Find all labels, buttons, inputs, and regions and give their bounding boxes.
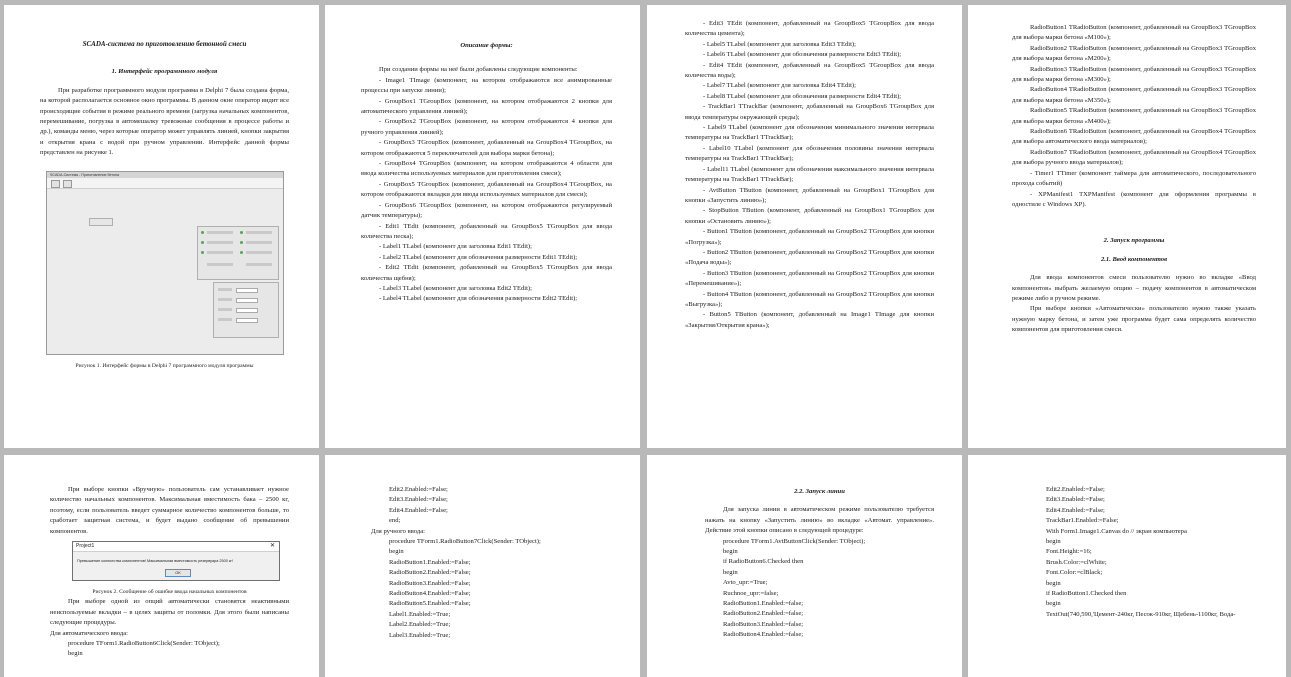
paragraph: Для ввода компонентов смеси пользователю нужно во вкладке «Ввод компонентов» выбрать желаемую опцию – подачу компонентов в автоматическом режиме либо в ручном режиме. [1012,274,1256,302]
figure-row [218,318,232,321]
code-line: Brush.Color:=clWhite; [1046,558,1107,566]
code-line: Edit3.Enabled:=False; [1046,496,1105,504]
paragraph: При выборе одной из опций автоматически становятся неактивными неиспользуемые вкладки – в целях защиты от поломки. Для этого были написаны следующие процедуры. [50,598,289,627]
code-line: RadioButton1.Enabled:=false; [723,600,804,608]
section-heading-interface: 1. Интерфейс программного модуля [111,68,218,76]
paragraph: При выборе кнопки «Вручную» пользователь сам устанавливает нужное количество начальных компонентов. Максимальная вместимость бака – 2500 кг, поэтому, если пользователь введет суммарное количество компонентов больше, то сработает защитная система, и будет выдано сообщение об превышении компонентов. [50,486,289,535]
list-item: - Label6 TLabel (компонент для обозначения размерности Edit3 TEdit); [703,51,902,59]
list-item: - Image1 TImage (компонент, на котором отображаются все анимированные процессы при запуске линии); [361,76,612,95]
code-line: Edit2.Enabled:=False; [389,486,448,493]
figure-row [207,241,233,244]
list-item: - GroupBox1 TGroupBox (компонент, на котором отображаются 2 кнопки для автоматического управления линией); [361,97,612,116]
list-item: - Label4 TLabel (компонент для обозначения размерности Edit2 TEdit); [379,295,578,303]
code-line: With Form1.Image1.Canvas do // экран компьютера [1046,527,1187,535]
list-item: - GroupBox6 TGroupBox (компонент, на котором отображаются регулируемый датчик температуры); [361,201,612,220]
list-item: - Edit2 TEdit (компонент, добавленный на GroupBox5 TGroupBox для ввода количества щебня); [361,264,612,282]
figure-edit [236,318,258,323]
section-heading-launch: 2. Запуск программы [1103,237,1165,245]
figure-toolbar-icon [51,180,60,188]
dialog-ok-button: OK [165,569,191,577]
figure-window-title: SCADA-Система - Приготовление бетона [47,172,283,178]
figure-row [246,251,272,254]
list-item: RadioButton7 TRadioButton (компонент, добавленный на GroupBox4 TGroupBox для выбора ручного ввода материалов); [1012,148,1256,167]
code-line: TrackBar1.Enabled:=False; [1046,517,1119,525]
list-item: RadioButton5 TRadioButton (компонент, добавленный на GroupBox3 TGroupBox для выбора марки бетона «М400»); [1012,107,1256,125]
code-line: RadioButton5.Enabled:=False; [389,600,471,608]
code-line: Label2.Enabled:=True; [389,621,451,629]
list-item: - Button4 TButton (компонент, добавленный на GroupBox2 TGroupBox для кнопки «Выгрузка»); [685,290,934,308]
list-item: - XPManifest1 TXPManifest (компонент для оформления программы в одностиле с Windows XP). [1012,190,1256,208]
list-item: RadioButton1 TRadioButton (компонент, добавленный на GroupBox3 TGroupBox для выбора марки бетона «М100»); [1012,24,1256,42]
code-line: Для ручного ввода: [371,527,426,535]
code-line: RadioButton2.Enabled:=false; [723,610,804,618]
figure-groupbox [213,282,279,338]
code-line: begin [1046,579,1061,587]
figure-row [218,288,232,291]
document-page-1 [4,5,319,448]
list-item: - TrackBar1 TTrackBar (компонент, добавленный на GroupBox6 TGroupBox для ввода температуры окружающей среды); [685,103,934,121]
figure-caption: Рисунок 1. Интерфейс формы в Delphi 7 программного модуля программы [75,362,254,369]
code-line: Edit4.Enabled:=False; [389,506,448,514]
form-screenshot-figure [46,171,284,355]
document-page-6 [325,455,640,677]
code-line: if RadioButton6.Checked then [723,558,804,566]
paragraph: При разработке программного модуля программа в Delphi 7 была создана форма, на которой располагается основное окно программы. В данном окне оператор видит все происходящие события в режиме реального времени (загрузка начальных компонентов, перемешивание, погрузка в автомешалку тревожные сообщения в процессе работы и др.), команды меню, через которые оператор может управлять линией, кнопки закрытия и открытия крана с водой при ручном управлении. Интерфейс данной формы представлен на рисунке 1. [40,86,289,157]
code-line: Edit2.Enabled:=False; [1046,486,1105,493]
figure-indicator [201,231,204,234]
list-item: - AvtButton TButton (компонент, добавленный на GroupBox1 TGroupBox для кнопки «Запустить линию»); [685,186,934,204]
code-line: Font.Height:=16; [1046,548,1092,556]
figure-indicator [201,251,204,254]
figure-groupbox [197,226,279,280]
list-item: - Label1 TLabel (компонент для заголовка Edit1 TEdit); [379,243,532,251]
code-line: procedure TForm1.AvtButtonClick(Sender: TObject); [723,537,866,545]
list-item: - Label5 TLabel (компонент для заголовка Edit3 TEdit); [703,40,856,48]
document-page-3 [647,5,962,448]
paragraph: При создании формы на неё были добавлены следующие компоненты: [379,66,578,74]
document-title: SCADA-система по приготовлению бетонной смеси [82,40,247,48]
code-line: RadioButton3.Enabled:=false; [723,620,804,628]
list-item: - Button5 TButton (компонент, добавленный на Image1 TImage для кнопки «Закрытия/Открытия крана»); [685,311,934,329]
code-line: RadioButton3.Enabled:=False; [389,579,471,587]
code-line: begin [723,548,738,556]
list-item: - Button3 TButton (компонент, добавленный на GroupBox2 TGroupBox для кнопки «Перемешивание»); [685,269,934,288]
document-page-5 [4,455,319,677]
list-item: - Label2 TLabel (компонент для обозначения размерности Edit1 TEdit); [379,253,578,261]
figure-row [246,231,272,234]
code-line: begin [1046,538,1061,546]
code-line: RadioButton2.Enabled:=False; [389,569,471,577]
dialog-message: Превышение количества компонентов! Максимальная вместимость резервуара 2500 кг! [77,559,233,564]
code-line: Avto_upr:=True; [723,579,768,587]
document-page-8 [968,455,1286,677]
dialog-title: Project1 [73,542,279,552]
list-item: RadioButton4 TRadioButton (компонент, добавленный на GroupBox3 TGroupBox для выбора марки бетона «М350»); [1012,86,1256,104]
figure-caption: Рисунок 2. Сообщение об ошибке ввода начальных компонентов [92,589,247,596]
figure-row [218,308,232,311]
list-item: - Timer1 TTimer (компонент таймера для автоматического, последовательного прохода событий) [1012,169,1256,188]
code-line: begin [389,548,404,556]
code-line: begin [1046,600,1061,608]
code-line: begin [68,650,83,658]
document-page-2 [325,5,640,448]
code-line: procedure TForm1.RadioButton7Click(Sender: TObject); [389,538,541,546]
figure-row [246,241,272,244]
list-item: - Label3 TLabel (компонент для заголовка Edit2 TEdit); [379,284,532,292]
figure-row [246,263,272,266]
code-line: Label3.Enabled:=True; [389,631,451,639]
code-line: RadioButton4.Enabled:=false; [723,631,804,639]
list-item: - Label11 TLabel (компонент для обозначения максимального значения интервала температуры на TrackBar1 TTrackBar); [685,165,934,184]
figure-edit [236,298,258,303]
code-line: Edit3.Enabled:=False; [389,496,448,504]
code-line: RadioButton1.Enabled:=False; [389,558,471,566]
list-item: - GroupBox2 TGroupBox (компонент, на котором отображаются 4 кнопки для ручного управления линией); [361,118,612,136]
section-heading-form-description: Описание формы: [460,42,513,49]
list-item: - GroupBox5 TGroupBox (компонент, добавленный на GroupBox4 TGroupBox, на котором отображаются вкладки для ввода используемых материалов для смеси); [361,180,612,199]
code-line: Для автоматического ввода: [50,629,128,637]
paragraph: При выборе кнопки «Автоматически» пользователю нужно также указать нужную марку бетона, и затем уже программа будет сама определять количество компонентов для приготовления смеси. [1012,305,1256,334]
code-line: RadioButton4.Enabled:=False; [389,590,471,598]
list-item: - StopButton TButton (компонент, добавленный на GroupBox1 TGroupBox для кнопки «Остановить линию»); [685,207,934,225]
code-line: Edit4.Enabled:=False; [1046,506,1105,514]
code-line: Ruchnoe_upr:=false; [723,589,779,597]
code-line: end; [389,517,401,525]
figure-toolbar-icon [63,180,72,188]
figure-edit [236,308,258,313]
list-item: - GroupBox4 TGroupBox (компонент, на котором отображаются 4 области для ввода количества используемых материалов для приготовления смеси); [361,160,612,178]
figure-label-box [89,218,113,226]
code-line: Label1.Enabled:=True; [389,610,451,618]
figure-indicator [240,231,243,234]
code-line: Font.Color:=clBlack; [1046,569,1103,577]
list-item: RadioButton2 TRadioButton (компонент, добавленный на GroupBox3 TGroupBox для выбора марки бетона «М200»); [1012,44,1256,63]
figure-edit [236,288,258,293]
close-icon: ✕ [269,543,275,550]
figure-row [207,263,233,266]
code-line: TextOut(740,590,'Цемент-240кг, Песок-910кг, Щебень-1100кг, Вода- [1046,610,1236,618]
list-item: - Edit4 TEdit (компонент, добавленный на GroupBox5 TGroupBox для ввода количества воды); [685,61,934,80]
paragraph: Для запуска линии в автоматическом режиме пользователю требуется нажать на кнопку «Запустить линию» во вкладке «Автомат. управление». Действие этой кнопки описано в следующей процедуре: [705,506,934,535]
list-item: - Edit3 TEdit (компонент, добавленный на GroupBox5 TGroupBox для ввода количества цемента); [685,20,934,38]
list-item: - Button2 TButton (компонент, добавленный на GroupBox2 TGroupBox для кнопки «Подача воды»); [685,248,934,267]
subsection-heading-line-start: 2.2. Запуск линии [794,488,845,495]
list-item: RadioButton3 TRadioButton (компонент, добавленный на GroupBox3 TGroupBox для выбора марки бетона «М300»); [1012,65,1256,84]
list-item: - Button1 TButton (компонент, добавленный на GroupBox2 TGroupBox для кнопки «Погрузка»); [685,228,934,246]
list-item: - Edit1 TEdit (компонент, добавленный на GroupBox5 TGroupBox для ввода количества песка); [361,222,612,240]
code-line: procedure TForm1.RadioButton6Click(Sender: TObject); [68,640,220,648]
list-item: - Label8 TLabel (компонент для обозначения размерности Edit4 TEdit); [703,92,902,100]
subsection-heading-components: 2.1. Ввод компонентов [1100,255,1168,263]
document-page-4 [968,5,1286,448]
figure-row [207,251,233,254]
figure-row [218,298,232,301]
figure-indicator [201,241,204,244]
figure-indicator [240,241,243,244]
figure-toolbar [47,178,283,189]
error-dialog-figure [72,541,280,581]
code-line: if RadioButton1.Checked then [1046,590,1127,598]
figure-indicator [240,251,243,254]
figure-row [207,231,233,234]
list-item: RadioButton6 TRadioButton (компонент, добавленный на GroupBox4 TGroupBox для выбора автоматического ввода материалов); [1012,128,1256,146]
code-line: begin [723,568,738,576]
document-page-7 [647,455,962,677]
list-item: - GroupBox3 TGroupBox (компонент, добавленный на GroupBox4 TGroupBox, на котором отображаются 5 переключателей для выбора марки бетона); [361,139,612,157]
list-item: - Label10 TLabel (компонент для обозначения половины значения интервала температуры на TrackBar1 TTrackBar); [685,144,934,163]
list-item: - Label9 TLabel (компонент для обозначения минимального значения интервала температуры на TrackBar1 TTrackBar); [685,124,934,142]
list-item: - Label7 TLabel (компонент для заголовка Edit4 TEdit); [703,82,856,90]
